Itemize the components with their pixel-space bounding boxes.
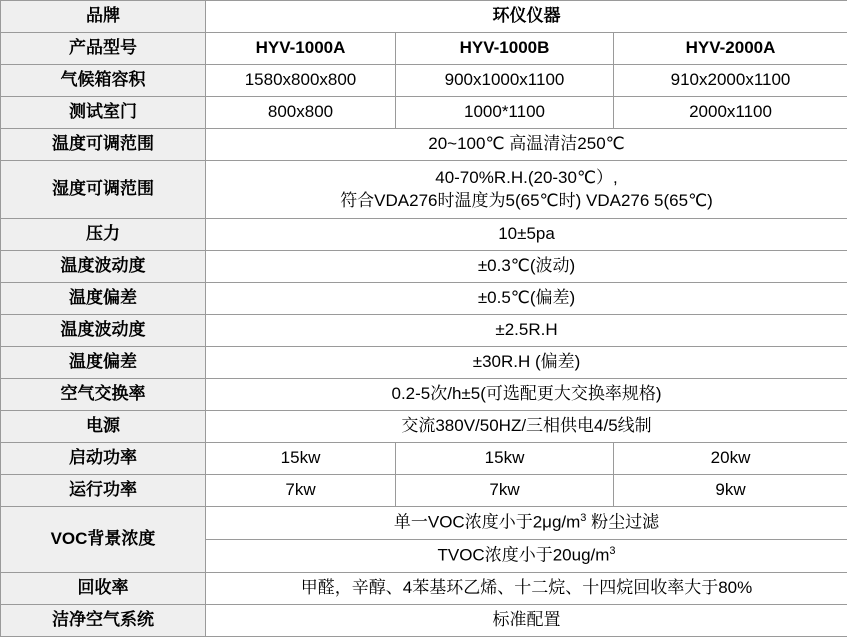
row-value-air-exchange-rate-0: 0.2-5次/h±5(可选配更大交换率规格) [206, 379, 847, 411]
row-label-test-room-door: 测试室门 [1, 97, 206, 129]
value-line: 40-70%R.H.(20-30℃）, [435, 167, 618, 187]
table-row [1, 475, 847, 507]
row-label-pressure: 压力 [1, 219, 206, 251]
row-label-brand: 品牌 [1, 1, 206, 33]
row-value-brand-0: 环仪仪器 [206, 1, 847, 33]
specification-table-body [1, 1, 847, 637]
row-value-pressure-0: 10±5pa [206, 219, 847, 251]
row-label-temperature-deviation-2: 温度偏差 [1, 347, 206, 379]
row-value-chamber-volume-0: 1580x800x800 [206, 65, 396, 97]
row-value-product-model-0: HYV-1000A [206, 33, 396, 65]
row-value-temperature-fluctuation-1-0: ±0.3℃(波动) [206, 251, 847, 283]
row-label-product-model: 产品型号 [1, 33, 206, 65]
table-row [1, 315, 847, 347]
row-value-product-model-2: HYV-2000A [614, 33, 847, 65]
row-label-temperature-fluctuation-2: 温度波动度 [1, 315, 206, 347]
table-row [1, 507, 847, 540]
row-label-temperature-deviation-1: 温度偏差 [1, 283, 206, 315]
row-value-voc-background-concentration-0: 单一VOC浓度小于$2\mu g/m^3$ 粉尘过滤 [206, 507, 847, 540]
row-label-temperature-fluctuation-1: 温度波动度 [1, 251, 206, 283]
row-value-test-room-door-2: 2000x1100 [614, 97, 847, 129]
row-value-startup-power-2: 20kw [614, 443, 847, 475]
row-label-running-power: 运行功率 [1, 475, 206, 507]
row-value-chamber-volume-1: 900x1000x1100 [396, 65, 614, 97]
row-value-running-power-1: 7kw [396, 475, 614, 507]
row-value-temperature-deviation-2-0: ±30R.H (偏差) [206, 347, 847, 379]
row-value-running-power-0: 7kw [206, 475, 396, 507]
row-label-power-supply: 电源 [1, 411, 206, 443]
row-label-recovery-rate: 回收率 [1, 572, 206, 604]
table-row [1, 97, 847, 129]
value-line: 符合VDA276时温度为5(65℃时) VDA276 5(65℃) [340, 190, 713, 210]
table-row [1, 219, 847, 251]
row-value-voc-background-concentration-2-0: TVOC浓度小于$20ug/m^3$ [206, 540, 847, 573]
table-row [1, 33, 847, 65]
row-label-startup-power: 启动功率 [1, 443, 206, 475]
row-value-startup-power-0: 15kw [206, 443, 396, 475]
row-value-temperature-fluctuation-2-0: ±2.5R.H [206, 315, 847, 347]
row-value-temperature-range-0: 20~100℃ 高温清洁250℃ [206, 129, 847, 161]
row-value-test-room-door-0: 800x800 [206, 97, 396, 129]
table-row [1, 65, 847, 97]
row-label-air-exchange-rate: 空气交换率 [1, 379, 206, 411]
row-label-humidity-range: 湿度可调范围 [1, 161, 206, 219]
row-value-test-room-door-1: 1000*1100 [396, 97, 614, 129]
table-row [1, 443, 847, 475]
row-value-product-model-1: HYV-1000B [396, 33, 614, 65]
row-value-humidity-range-0 [206, 161, 847, 219]
row-label-temperature-range: 温度可调范围 [1, 129, 206, 161]
row-value-startup-power-1: 15kw [396, 443, 614, 475]
row-value-running-power-2: 9kw [614, 475, 847, 507]
row-label-chamber-volume: 气候箱容积 [1, 65, 206, 97]
table-row [1, 251, 847, 283]
row-value-chamber-volume-2: 910x2000x1100 [614, 65, 847, 97]
row-value-temperature-deviation-1-0: ±0.5℃(偏差) [206, 283, 847, 315]
row-value-recovery-rate-0: 甲醛，辛醇、4苯基环乙烯、十二烷、十四烷回收率大于80% [206, 572, 847, 604]
row-label-clean-air-system: 洁净空气系统 [1, 604, 206, 636]
row-label-voc-background-concentration: VOC背景浓度 [1, 507, 206, 573]
row-value-power-supply-0: 交流380V/50HZ/三相供电4/5线制 [206, 411, 847, 443]
table-row [1, 604, 847, 636]
table-row [1, 283, 847, 315]
table-row [1, 379, 847, 411]
table-row [1, 161, 847, 219]
table-row [1, 411, 847, 443]
table-row [1, 1, 847, 33]
table-row [1, 347, 847, 379]
table-row [1, 572, 847, 604]
table-row [1, 129, 847, 161]
row-value-clean-air-system-0: 标准配置 [206, 604, 847, 636]
